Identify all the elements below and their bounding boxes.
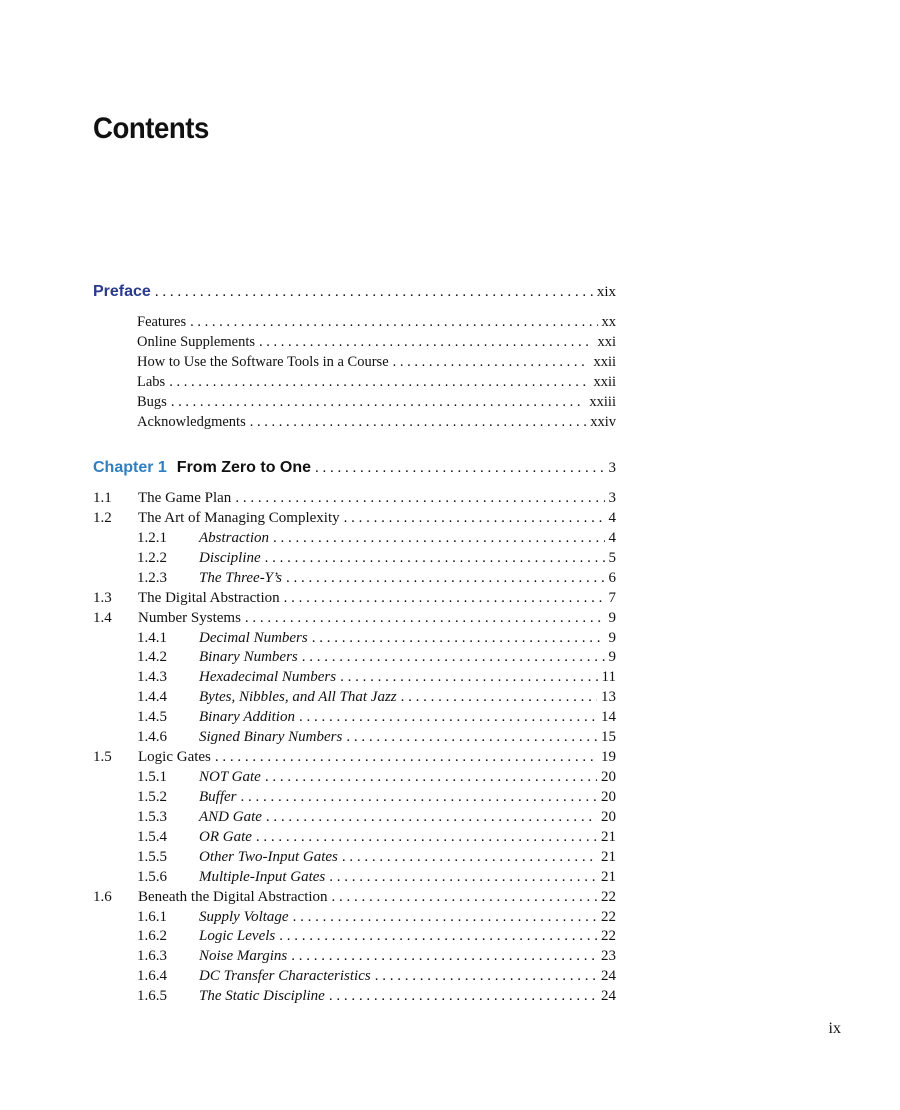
- entry-page: 9: [608, 609, 616, 626]
- entry-page: 22: [601, 928, 616, 945]
- section-number: 1.2: [93, 509, 112, 526]
- leader-dots: [235, 488, 604, 508]
- entry-page: xxiii: [589, 394, 616, 410]
- subsection-number: 1.5.3: [137, 808, 167, 825]
- toc-subsection-row[interactable]: [137, 966, 616, 986]
- entry-label: Online Supplements: [137, 334, 256, 350]
- leader-dots: [342, 847, 597, 867]
- toc-section-row[interactable]: [93, 747, 616, 767]
- leader-dots: [293, 907, 597, 927]
- toc-front-matter-row[interactable]: [137, 392, 616, 412]
- leader-dots: [250, 412, 586, 432]
- toc-subsection-row[interactable]: [137, 707, 616, 727]
- entry-label: OR Gate: [199, 828, 252, 845]
- leader-dots: [312, 628, 605, 648]
- subsection-number: 1.5.6: [137, 868, 167, 885]
- entry-page: 13: [601, 689, 616, 706]
- section-number: 1.3: [93, 589, 112, 606]
- leader-dots: [332, 887, 597, 907]
- toc-subsection-row[interactable]: [137, 827, 616, 847]
- preface-label: Preface: [93, 283, 151, 300]
- leader-dots: [190, 312, 597, 332]
- leader-dots: [401, 687, 597, 707]
- entry-page: 19: [601, 749, 616, 766]
- toc-front-matter-row[interactable]: [137, 412, 616, 432]
- entry-page: 21: [601, 868, 616, 885]
- entry-page: 21: [601, 828, 616, 845]
- section-number: 1.5: [93, 749, 112, 766]
- entry-label: The Static Discipline: [199, 988, 325, 1005]
- subsection-number: 1.4.6: [137, 729, 167, 746]
- leader-dots: [299, 707, 597, 727]
- leader-dots: [273, 528, 605, 548]
- section-number: 1.6: [93, 888, 112, 905]
- entry-page: 21: [601, 848, 616, 865]
- entry-label: Abstraction: [199, 529, 269, 546]
- toc-subsection-row[interactable]: [137, 907, 616, 927]
- entry-page: 14: [601, 709, 616, 726]
- entry-label: Bugs: [137, 394, 167, 410]
- toc-subsection-row[interactable]: [137, 946, 616, 966]
- toc-front-matter-row[interactable]: [137, 372, 616, 392]
- leader-dots: [393, 352, 590, 372]
- entry-label: Acknowledgments: [137, 414, 246, 430]
- entry-page: 24: [601, 968, 616, 985]
- preface-page: xix: [596, 284, 616, 300]
- entry-label: How to Use the Software Tools in a Course: [137, 354, 389, 370]
- leader-dots: [155, 282, 593, 302]
- toc-front-matter-row[interactable]: [137, 312, 616, 332]
- page-number: ix: [828, 1020, 841, 1037]
- entry-label: Features: [137, 314, 187, 330]
- toc-subsection-row[interactable]: [137, 767, 616, 787]
- leader-dots: [245, 608, 605, 628]
- toc-subsection-row[interactable]: [137, 986, 616, 1006]
- entry-label: Labs: [137, 374, 166, 390]
- toc-subsection-row[interactable]: [137, 568, 616, 588]
- entry-label: Supply Voltage: [199, 908, 289, 925]
- entry-page: xxii: [593, 354, 616, 370]
- entry-label: Decimal Numbers: [199, 629, 308, 646]
- entry-label: Discipline: [199, 549, 261, 566]
- subsection-number: 1.6.4: [137, 968, 167, 985]
- toc-section-row[interactable]: [93, 608, 616, 628]
- toc-section-row[interactable]: [93, 488, 616, 508]
- entry-page: 3: [608, 490, 616, 506]
- entry-label: The Game Plan: [138, 490, 232, 506]
- entry-page: 20: [601, 808, 616, 825]
- toc-subsection-row[interactable]: [137, 727, 616, 747]
- toc-chapter-row[interactable]: [93, 458, 616, 478]
- entry-label: Bytes, Nibbles, and All That Jazz: [199, 689, 397, 706]
- section-number: 1.4: [93, 609, 112, 626]
- leader-dots: [171, 392, 586, 412]
- toc-subsection-row[interactable]: [137, 687, 616, 707]
- subsection-number: 1.2.3: [137, 569, 167, 586]
- leader-dots: [291, 946, 597, 966]
- toc-preface-row[interactable]: [93, 282, 616, 302]
- leader-dots: [256, 827, 597, 847]
- leader-dots: [302, 647, 605, 667]
- subsection-number: 1.5.1: [137, 769, 167, 786]
- entry-label: Other Two-Input Gates: [199, 848, 338, 865]
- subsection-number: 1.4.3: [137, 669, 167, 686]
- leader-dots: [315, 458, 604, 478]
- entry-label: AND Gate: [199, 808, 262, 825]
- entry-page: 20: [601, 788, 616, 805]
- leader-dots: [346, 727, 597, 747]
- leader-dots: [279, 926, 597, 946]
- toc-section-row[interactable]: [93, 887, 616, 907]
- subsection-number: 1.5.5: [137, 848, 167, 865]
- entry-label: Logic Levels: [199, 928, 276, 945]
- entry-page: 22: [601, 908, 616, 925]
- entry-label: Logic Gates: [138, 749, 211, 766]
- toc-front-matter-row[interactable]: [137, 352, 616, 372]
- leader-dots: [340, 667, 597, 687]
- toc-subsection-row[interactable]: [137, 548, 616, 568]
- entry-page: 7: [608, 589, 616, 606]
- entry-page: 4: [608, 529, 616, 546]
- toc-subsection-row[interactable]: [137, 867, 616, 887]
- leader-dots: [266, 807, 597, 827]
- toc-subsection-row[interactable]: [137, 926, 616, 946]
- toc-subsection-row[interactable]: [137, 628, 616, 648]
- chapter-page: 3: [608, 460, 616, 476]
- subsection-number: 1.2.1: [137, 529, 167, 546]
- entry-label: NOT Gate: [199, 769, 261, 786]
- subsection-number: 1.5.4: [137, 828, 167, 845]
- toc-subsection-row[interactable]: [137, 667, 616, 687]
- entry-page: xxiv: [590, 414, 616, 430]
- entry-page: xxii: [593, 374, 616, 390]
- entry-page: 24: [601, 988, 616, 1005]
- chapter-number: Chapter 1: [93, 459, 167, 476]
- entry-page: 11: [601, 669, 616, 686]
- entry-label: Buffer: [199, 788, 237, 805]
- entry-label: DC Transfer Characteristics: [199, 968, 371, 985]
- entry-page: 15: [601, 729, 616, 746]
- entry-page: 23: [601, 948, 616, 965]
- leader-dots: [286, 568, 605, 588]
- entry-label: Number Systems: [138, 609, 241, 626]
- entry-page: 6: [608, 569, 616, 586]
- entry-label: Signed Binary Numbers: [199, 729, 343, 746]
- leader-dots: [169, 372, 589, 392]
- entry-label: Noise Margins: [199, 948, 288, 965]
- leader-dots: [284, 588, 605, 608]
- entry-page: 4: [608, 509, 616, 526]
- subsection-number: 1.4.4: [137, 689, 167, 706]
- subsection-number: 1.4.1: [137, 629, 167, 646]
- leader-dots: [215, 747, 597, 767]
- subsection-number: 1.5.2: [137, 788, 167, 805]
- toc-subsection-row[interactable]: [137, 787, 616, 807]
- toc-front-matter-row[interactable]: [137, 332, 616, 352]
- subsection-number: 1.6.5: [137, 988, 167, 1005]
- toc-subsection-row[interactable]: [137, 528, 616, 548]
- toc-subsection-row[interactable]: [137, 647, 616, 667]
- entry-page: 9: [608, 649, 616, 666]
- leader-dots: [241, 787, 598, 807]
- leader-dots: [344, 508, 605, 528]
- entry-page: xx: [601, 314, 616, 330]
- entry-label: Binary Addition: [199, 709, 295, 726]
- chapter-title: From Zero to One: [176, 459, 312, 476]
- leader-dots: [329, 867, 597, 887]
- entry-label: The Digital Abstraction: [138, 589, 280, 606]
- page-title: Contents: [93, 112, 209, 145]
- leader-dots: [265, 548, 605, 568]
- subsection-number: 1.4.5: [137, 709, 167, 726]
- leader-dots: [265, 767, 597, 787]
- subsection-number: 1.4.2: [137, 649, 167, 666]
- leader-dots: [259, 332, 593, 352]
- entry-page: 9: [608, 629, 616, 646]
- section-number: 1.1: [93, 490, 112, 506]
- entry-page: xxi: [597, 334, 616, 350]
- toc-section-row[interactable]: [93, 588, 616, 608]
- subsection-number: 1.6.3: [137, 948, 167, 965]
- entry-page: 20: [601, 769, 616, 786]
- leader-dots: [375, 966, 597, 986]
- entry-page: 22: [601, 888, 616, 905]
- entry-label: The Art of Managing Complexity: [138, 509, 340, 526]
- subsection-number: 1.6.2: [137, 928, 167, 945]
- entry-page: 5: [608, 549, 616, 566]
- entry-label: The Three-Y’s: [199, 569, 282, 586]
- subsection-number: 1.6.1: [137, 908, 167, 925]
- toc-section-row[interactable]: [93, 508, 616, 528]
- entry-label: Hexadecimal Numbers: [199, 669, 337, 686]
- entry-label: Multiple-Input Gates: [199, 868, 326, 885]
- entry-label: Beneath the Digital Abstraction: [138, 888, 328, 905]
- entry-label: Binary Numbers: [199, 649, 298, 666]
- toc-subsection-row[interactable]: [137, 847, 616, 867]
- toc-subsection-row[interactable]: [137, 807, 616, 827]
- leader-dots: [329, 986, 597, 1006]
- subsection-number: 1.2.2: [137, 549, 167, 566]
